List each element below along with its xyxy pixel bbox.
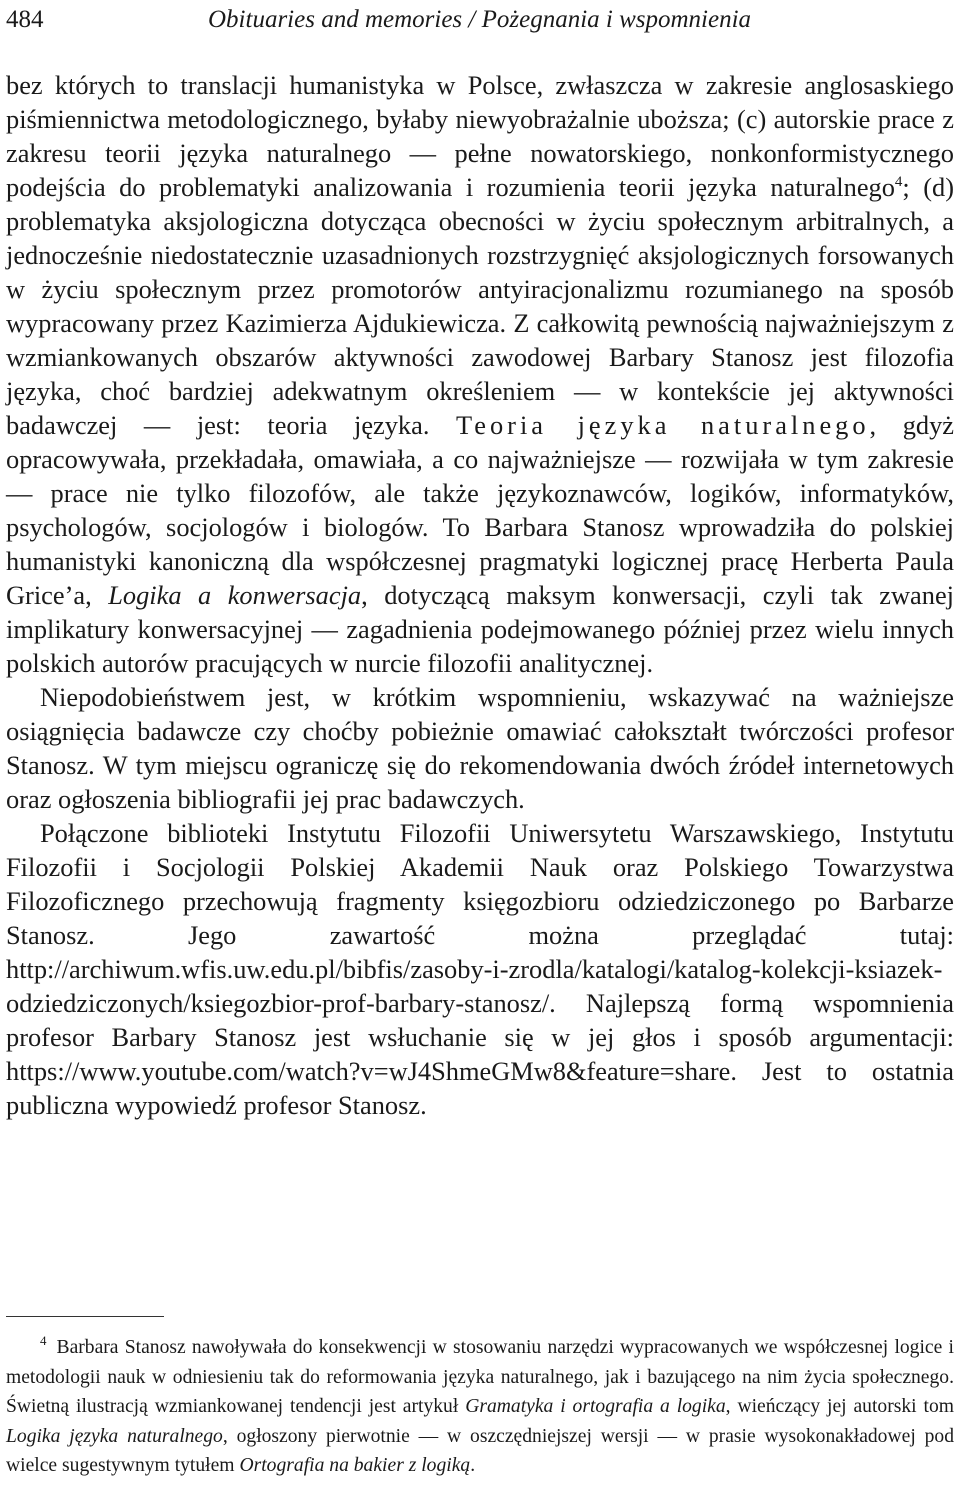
footnote-title-2: Logika języka naturalnego <box>6 1425 223 1447</box>
footnotes <box>6 1333 954 1481</box>
paragraph-3: Połączone biblioteki Instytutu Filozofii Uniwersytetu Warszawskiego, Instytutu Filozofii i Socjologii Polskiej Akademii Nauk oraz Polskiego Towarzystwa Filozoficznego przechowują fragmenty księgozbioru odziedziczonego po Barbarze Stanosz. Jego zawartość można przeglądać tutaj: http://archiwum.wfis.uw.edu.pl/bibfis/zasoby-i-zrodla/katalogi/katalog-kolekcji-ksiazek-odziedziczonych/ksiegozbior-prof-barbary-stanosz/. Najlepszą formą wspomnienia profesor Barbary Stanosz jest wsłuchanie się w jej głos i sposób argumentacji: https://www.youtube.com/watch?v=wJ4ShmeGMw8&feature=share. Jest to ostatnia publiczna wypowiedź profesor Stanosz. <box>6 818 954 1120</box>
page-number: 484 <box>6 6 44 33</box>
running-header <box>6 6 954 40</box>
running-title: Obituaries and memories / Pożegnania i wspomnienia <box>208 6 752 33</box>
footnote-text-a: Barbara Stanosz nawoływała do konsekwencji w stosowaniu narzędzi wypracowanych we współczesnej logice i metodologii nauk w odniesieniu tak do reformowania języka naturalnego, jak i bazującego na nim życia społecznego. Świetną ilustracją wzmiankowanej tendencji jest artykuł <box>6 1337 954 1417</box>
footnote-title-3: Ortografia na bakier z logiką <box>239 1455 471 1476</box>
footnote-title-1: Gramatyka i ortografia a logika <box>465 1396 726 1417</box>
footnote-separator <box>6 1316 164 1317</box>
footnote-4 <box>6 1333 954 1481</box>
paragraph-1-text-a: bez których to translacji humanistyka w Polsce, zwłaszcza w zakresie anglosaskiego piśmiennictwa metodologicznego, byłaby niewyobrażalnie uboższa; (c) autorskie prace z zakresu teorii języka naturalnego — pełne nowatorskiego, nonkonformistycznego podejścia do problematyki analizowania i rozumienia teorii języka naturalnego <box>6 70 954 202</box>
footnote-text-d: . <box>470 1455 476 1476</box>
paragraph-1-text-b: ; (d) problematyka aksjologiczna dotycząca obecności w życiu społecznym arbitralnych, a jednocześnie niedostatecznie uzasadnionych rozstrzygnięć aksjologicznych forsowanych w życiu społecznym przez promotorów antyiracjonalizmu rozumianego na sposób wypracowany przez Kazimierza Ajdukiewicza. Z całkowitą pewnością najważniejszym z wzmiankowanych obszarów aktywności zawodowej Barbary Stanosz jest filozofia języka, choć bardziej adekwatnym określeniem — w kontekście jej aktywności badawczej — jest: teoria języka. <box>6 172 954 440</box>
spaced-emphasis: Teoria języka naturalnego <box>456 410 870 440</box>
paragraph-1-text-c: , gdyż opracowywała, przekładała, omawiała, a co najważniejsze — rozwijała w tym zakresie — prace nie tylko filozofów, ale także językoznawców, logików, informatyków, psychologów, socjologów i biologów. To Barbara Stanosz wprowadziła do polskiej humanistyki kanoniczną dla współczesnej pragmatyki logicznej pracę Herberta Paula Grice’a, <box>6 410 954 610</box>
paragraph-1-text-d: , dotyczącą maksym konwersacji, czyli tak zwanej implikatury konwersacyjnej — zagadnienia podejmowanego później przez wielu innych polskich autorów pracujących w nurcie filozofii analitycznej. <box>6 580 954 678</box>
body-text <box>6 68 954 1122</box>
footnote-text-b: , wieńczący jej autorski tom <box>725 1396 954 1417</box>
footnote-text-c: , ogłoszony pierwotnie — w oszczędniejszej wersji — w prasie wysokonakładowej pod wielce sugestywnym tytułem <box>6 1425 955 1476</box>
footnote-marker: 4 <box>40 1333 47 1349</box>
paragraph-1 <box>6 68 954 680</box>
footnote-reference[interactable]: 4 <box>894 174 903 191</box>
paragraph-2: Niepodobieństwem jest, w krótkim wspomnieniu, wskazywać na ważniejsze osiągnięcia badawcze czy choćby pobieżnie omawiać całokształt twórczości profesor Stanosz. W tym miejscu ograniczę się do rekomendowania dwóch źródeł internetowych oraz ogłoszenia bibliografii jej prac badawczych. <box>6 682 954 814</box>
cited-title: Logika a konwersacja <box>108 580 362 610</box>
